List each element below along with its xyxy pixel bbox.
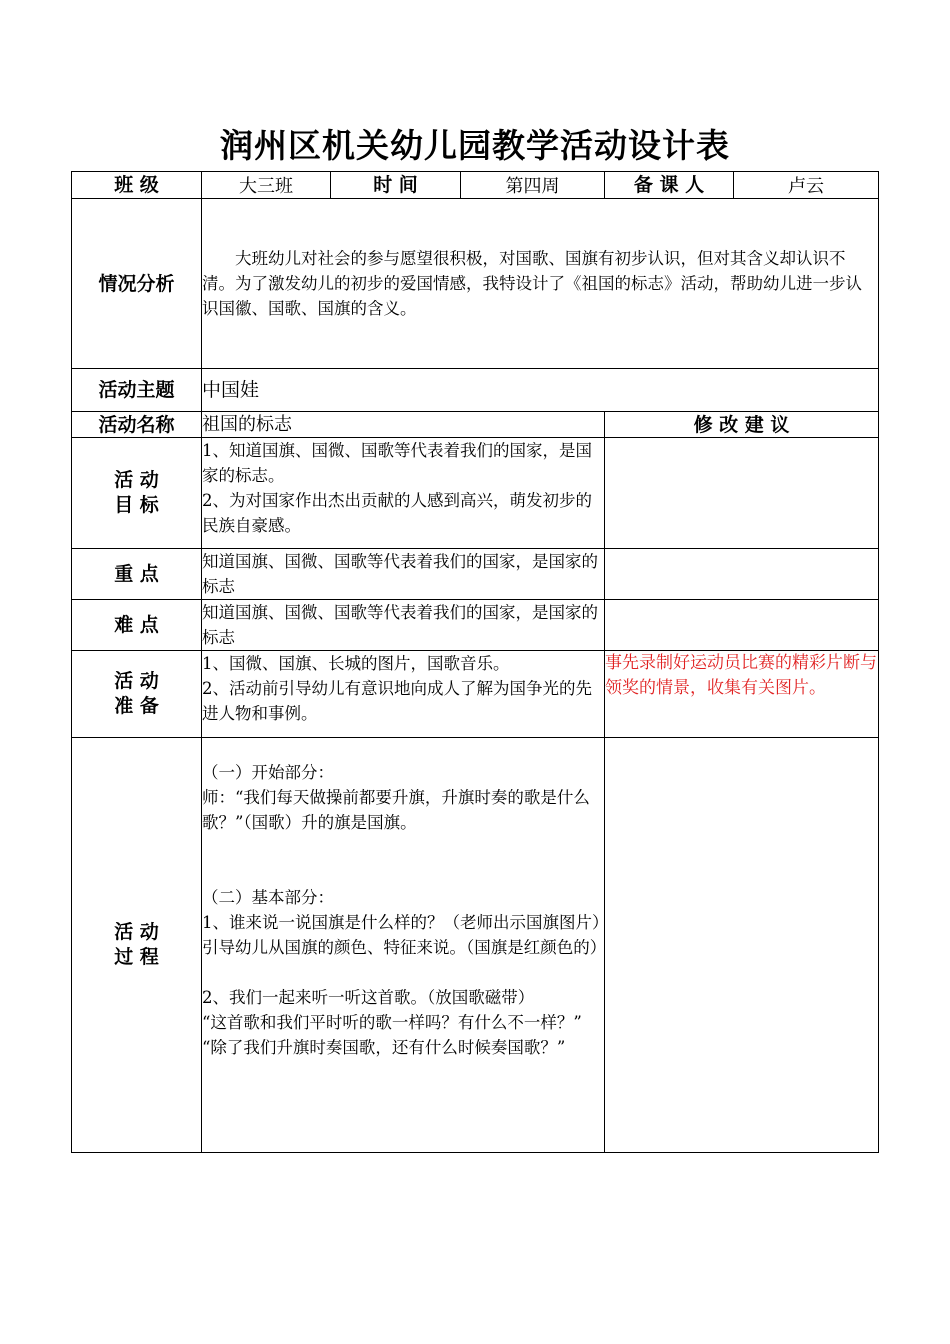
activity-name-value: 祖国的标志 — [202, 412, 605, 438]
theme-row — [72, 369, 879, 412]
key-point-text: 知道国旗、国微、国歌等代表着我们的国家，是国家的标志 — [202, 549, 605, 600]
process-label: 活 动 过 程 — [72, 738, 202, 1153]
process-question: “这首歌和我们平时听的歌一样吗？有什么不一样？” — [202, 1013, 582, 1032]
teacher-value: 卢云 — [734, 172, 879, 199]
goals-suggestion-cell — [605, 438, 879, 549]
activity-name-label: 活动名称 — [72, 412, 202, 438]
page-title: 润州区机关幼儿园教学活动设计表 — [220, 126, 730, 165]
key-point-label: 重 点 — [72, 549, 202, 600]
process-part1-text: 师：“我们每天做操前都要升旗，升旗时奏的歌是什么歌？”（国歌）升的旗是国旗。 — [202, 788, 590, 832]
theme-value: 中国娃 — [202, 369, 879, 412]
header-row — [72, 172, 879, 199]
difficulty-suggestion-cell — [605, 600, 879, 651]
process-part2-item: 2、我们一起来听一听这首歌。（放国歌磁带） — [202, 988, 535, 1007]
activity-name-row — [72, 412, 879, 438]
goal-item: 2、为对国家作出杰出贡献的人感到高兴，萌发初步的民族自豪感。 — [202, 491, 592, 535]
prep-suggestion: 事先录制好运动员比赛的精彩片断与领奖的情景，收集有关图片。 — [605, 651, 879, 738]
goals-label: 活 动 目 标 — [72, 438, 202, 549]
prep-item: 1、国微、国旗、长城的图片，国歌音乐。 — [202, 654, 510, 673]
goals-row — [72, 438, 879, 549]
class-label: 班 级 — [72, 172, 202, 199]
situation-row — [72, 199, 879, 369]
goal-item: 1、知道国旗、国微、国歌等代表着我们的国家，是国家的标志。 — [202, 441, 592, 485]
suggestion-header: 修 改 建 议 — [605, 412, 879, 438]
process-question: “除了我们升旗时奏国歌，还有什么时候奏国歌？” — [202, 1038, 566, 1057]
prep-row — [72, 651, 879, 738]
time-value: 第四周 — [461, 172, 605, 199]
difficulty-row — [72, 600, 879, 651]
prep-item: 2、活动前引导幼儿有意识地向成人了解为国争光的先进人物和事例。 — [202, 679, 592, 723]
key-point-row — [72, 549, 879, 600]
situation-text: 大班幼儿对社会的参与愿望很积极，对国歌、国旗有初步认识，但对其含义却认识不清。为了激发幼儿的初步的爱国情感，我特设计了《祖国的标志》活动，帮助幼儿进一步认识国徽、国歌、国旗的含义。 — [202, 249, 862, 318]
process-part1-title: （一）开始部分： — [202, 763, 334, 782]
key-point-suggestion-cell — [605, 549, 879, 600]
difficulty-label: 难 点 — [72, 600, 202, 651]
process-row — [72, 738, 879, 1153]
class-value: 大三班 — [202, 172, 331, 199]
teacher-label: 备 课 人 — [605, 172, 734, 199]
difficulty-text: 知道国旗、国微、国歌等代表着我们的国家，是国家的标志 — [202, 600, 605, 651]
process-suggestion-cell — [605, 738, 879, 1153]
time-label: 时 间 — [331, 172, 461, 199]
process-part2-title: （二）基本部分： — [202, 888, 334, 907]
process-part2-item: 1、谁来说一说国旗是什么样的？（老师出示国旗图片）引导幼儿从国旗的颜色、特征来说。（国旗是红颜色的） — [202, 913, 607, 957]
theme-label: 活动主题 — [72, 369, 202, 412]
situation-label: 情况分析 — [72, 199, 202, 369]
prep-label: 活 动 准 备 — [72, 651, 202, 738]
activity-design-table — [71, 171, 879, 1153]
